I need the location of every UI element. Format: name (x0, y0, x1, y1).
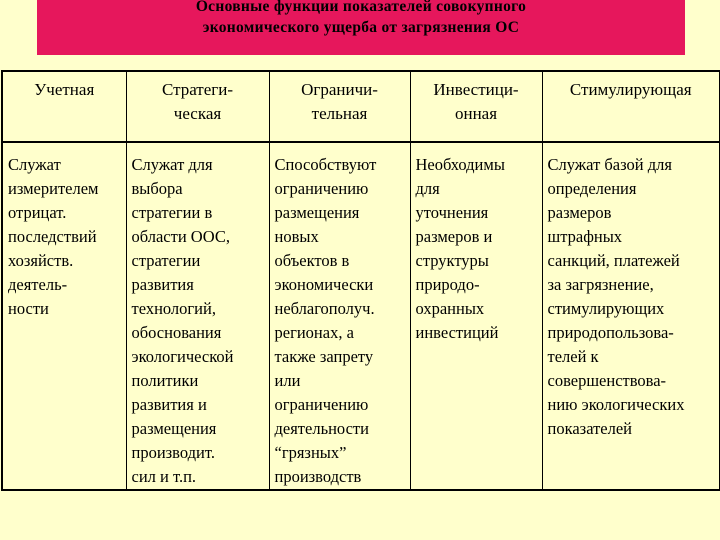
header-line: ческая (173, 104, 222, 123)
cell-line: структуры (415, 251, 489, 270)
cell-line: производств (274, 467, 362, 486)
cell-line: показателей (547, 419, 633, 438)
functions-table (1, 70, 720, 491)
header-investment (410, 71, 542, 142)
header-row (2, 71, 720, 142)
cell-line: инвестиций (415, 323, 499, 342)
cell-line: или (274, 371, 301, 390)
cell-line: совершенствова- (547, 371, 667, 390)
cell-restrictive (269, 142, 410, 490)
cell-line: новых (274, 227, 319, 246)
header-line: Стимулирующая (569, 80, 692, 99)
cell-line: объектов в (274, 251, 350, 270)
cell-line: области ООС, (131, 227, 230, 246)
cell-accounting (2, 142, 126, 490)
cell-line: Служат для (131, 155, 213, 174)
header-line: тельная (311, 104, 368, 123)
cell-line: последствий (8, 227, 97, 246)
cell-line: Служат (8, 155, 61, 174)
cell-line: выбора (131, 179, 183, 198)
title-line-2: экономического ущерба от загрязнения ОС (202, 18, 520, 36)
cell-line: размеров (547, 203, 612, 222)
cell-line: экологической (131, 347, 234, 366)
body-row (2, 142, 720, 490)
header-restrictive (269, 71, 410, 142)
cell-line: санкций, платежей (547, 251, 680, 270)
cell-line: природо- (415, 275, 480, 294)
title-banner (37, 0, 685, 55)
header-line: Стратеги- (161, 80, 234, 99)
cell-line: уточнения (415, 203, 489, 222)
cell-line: неблагополуч. (274, 299, 375, 318)
header-strategic (126, 71, 269, 142)
cell-line: “грязных” (274, 443, 347, 462)
cell-line: телей к (547, 347, 599, 366)
cell-line: деятельности (274, 419, 369, 438)
cell-line: политики (131, 371, 199, 390)
cell-line: экономически (274, 275, 374, 294)
cell-line: штрафных (547, 227, 623, 246)
cell-investment (410, 142, 542, 490)
cell-line: регионах, а (274, 323, 354, 342)
cell-line: также запрету (274, 347, 374, 366)
cell-line: природопользова- (547, 323, 674, 342)
cell-line: ности (8, 299, 49, 318)
cell-line: размещения (274, 203, 360, 222)
cell-line: развития (131, 275, 194, 294)
cell-line: развития и (131, 395, 207, 414)
cell-line: Служат базой для (547, 155, 672, 174)
cell-line: технологий, (131, 299, 216, 318)
header-line: Учетная (34, 80, 95, 99)
cell-line: для (415, 179, 440, 198)
cell-line: деятель- (8, 275, 68, 294)
cell-line: стимулирующих (547, 299, 665, 318)
cell-line: нию экологических (547, 395, 685, 414)
header-stimulating (542, 71, 720, 142)
cell-line: Необходимы (415, 155, 505, 174)
title-line-1: Основные функции показателей совокупного (195, 0, 527, 15)
cell-line: охранных (415, 299, 485, 318)
cell-line: за загрязнение, (547, 275, 654, 294)
cell-stimulating (542, 142, 720, 490)
cell-line: производит. (131, 443, 215, 462)
cell-line: ограничению (274, 179, 369, 198)
cell-line: отрицат. (8, 203, 67, 222)
cell-strategic (126, 142, 269, 490)
cell-line: сил и т.п. (131, 467, 197, 486)
header-accounting (2, 71, 126, 142)
cell-line: размеров и (415, 227, 493, 246)
cell-line: Способствуют (274, 155, 377, 174)
cell-line: стратегии (131, 251, 201, 270)
header-line: Инвестици- (433, 80, 519, 99)
cell-line: хозяйств. (8, 251, 74, 270)
header-line: Ограничи- (301, 80, 378, 99)
header-line: онная (454, 104, 498, 123)
cell-line: измерителем (8, 179, 99, 198)
cell-line: обоснования (131, 323, 222, 342)
cell-line: стратегии в (131, 203, 213, 222)
cell-line: размещения (131, 419, 217, 438)
cell-line: ограничению (274, 395, 369, 414)
cell-line: определения (547, 179, 637, 198)
